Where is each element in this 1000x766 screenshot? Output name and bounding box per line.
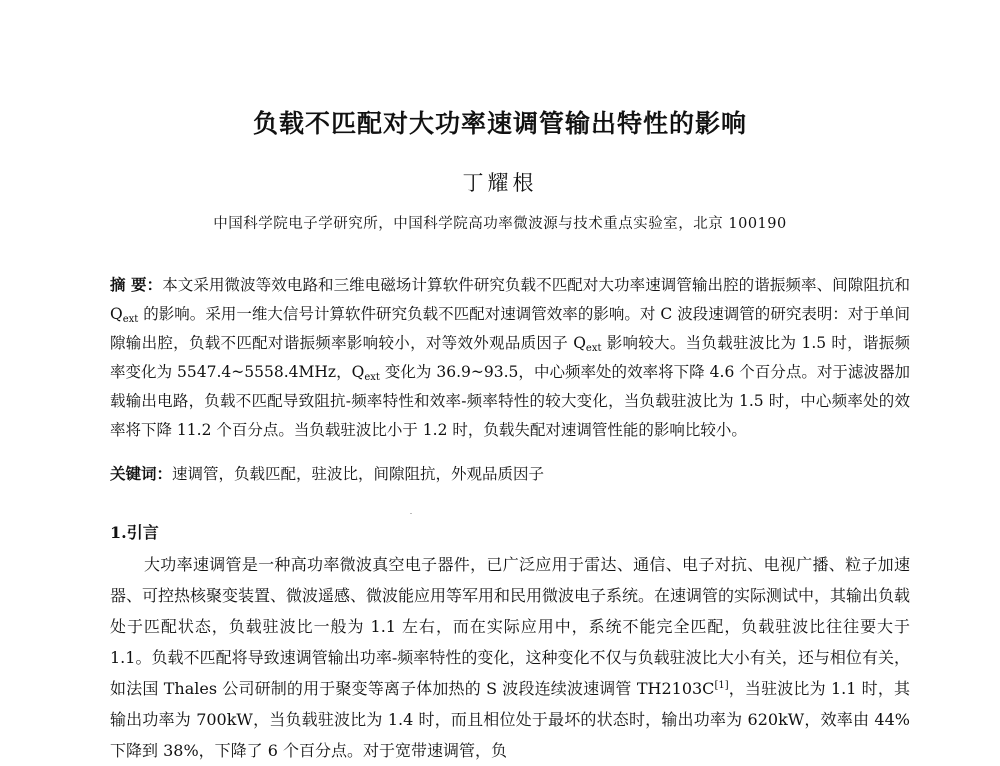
intro-text-cont: ，当驻波比为 1.1 时，其输出功率为 700kW，当负载驻波比为 1.4 时，而且相位处于最坏的状态时，输出功率为 620kW，效率由 44% 下降到 38%，下降了 6 个百分点。对于宽带速调管，负: [110, 679, 910, 760]
abstract-label: 摘 要：: [110, 275, 163, 294]
abstract-subscript-1: ext: [122, 314, 139, 325]
abstract-text-3: 影响较大。当负载驻波比为 1.5 时，谐振频率变化为 5547.4~5558.4MHz，Q: [110, 334, 910, 381]
affiliation: 中国科学院电子学研究所，中国科学院高功率微波源与技术重点实验室，北京 100190: [213, 216, 787, 232]
keywords: [110, 459, 910, 489]
abstract-subscript-3: ext: [364, 372, 380, 383]
abstract-subscript-2: ext: [585, 343, 602, 354]
intro-text: 大功率速调管是一种高功率微波真空电子器件，已广泛应用于雷达、通信、电子对抗、电视广播、粒子加速器、可控热核聚变装置、微波遥感、微波能应用等军用和民用微波电子系统。在速调管的实际测试中，其输出负载处于匹配状态，负载驻波比一般为 1.1 左右，而在实际应用中，系统不能完全匹配，负载驻波比往往要大于 1.1。负载不匹配将导致速调管输出功率-频率特性的变化，这种变化不仅与负载驻波比大小有关，还与相位有关，如法国 Thales 公司研制的用于聚变等离子体加热的 S 波段连续波速调管 TH2103C: [110, 555, 911, 698]
abstract-text-2: 的影响。采用一维大信号计算软件研究负载不匹配对速调管效率的影响。对 C 波段速调管的研究表明：对于单间隙输出腔，负载不匹配对谐振频率影响较小，对等效外观品质因子 Q: [110, 305, 910, 352]
keywords-label: 关键词：: [110, 464, 173, 483]
citation-ref: [1]: [714, 680, 729, 691]
section-heading: 1.引言: [110, 523, 159, 542]
abstract-text-1: 本文采用微波等效电路和三维电磁场计算软件研究负载不匹配对大功率速调管输出腔的谐振频率、间隙阻抗和 Q: [110, 276, 910, 323]
paper-title: 负载不匹配对大功率速调管输出特性的影响: [252, 109, 747, 138]
abstract-text-4: 变化为 36.9~93.5，中心频率处的效率将下降 4.6 个百分点。对于滤波器加载输出电路，负载不匹配导致阻抗-频率特性和效率-频率特性的较大变化，当负载驻波比为 1.5 时，中心频率处的效率将下降 11.2 个百分点。当负载驻波比小于 1.2 时，负载失配对速调管性能的影响比较小。: [110, 363, 910, 439]
scan-speck: [410, 513, 412, 514]
keywords-text: 速调管，负载匹配，驻波比，间隙阻抗，外观品质因子: [172, 465, 545, 483]
author-name: 丁耀根: [462, 171, 538, 195]
intro-paragraph: [110, 549, 910, 766]
abstract: [110, 270, 910, 445]
